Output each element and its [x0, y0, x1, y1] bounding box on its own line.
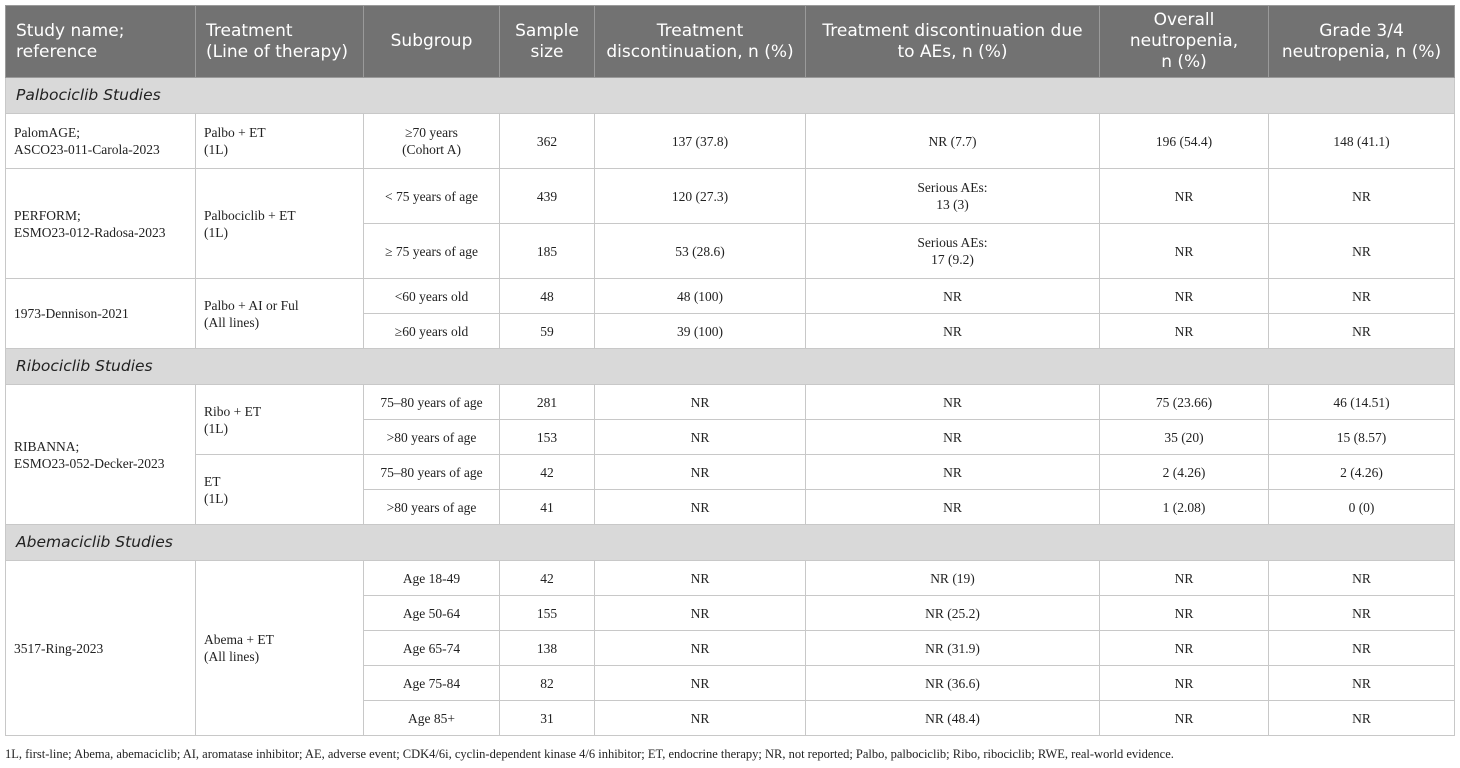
header-row	[6, 6, 1455, 78]
grade34-neutropenia-cell: 46 (14.51)	[1269, 385, 1455, 420]
neutropenia-cell: NR	[1100, 561, 1269, 596]
header-grade34-neutropenia: Grade 3/4 neutropenia, n (%)	[1269, 6, 1455, 78]
sample-size-cell: 138	[500, 631, 595, 666]
discontinuation-ae-cell: NR (25.2)	[806, 596, 1100, 631]
grade34-neutropenia-cell: NR	[1269, 314, 1455, 349]
subgroup-cell: Age 75-84	[364, 666, 500, 701]
grade34-neutropenia-cell: NR	[1269, 596, 1455, 631]
subgroup-cell: <60 years old	[364, 279, 500, 314]
grade34-neutropenia-cell: NR	[1269, 631, 1455, 666]
sample-size-cell: 41	[500, 490, 595, 525]
neutropenia-cell: NR	[1100, 596, 1269, 631]
sample-size-cell: 42	[500, 561, 595, 596]
discontinuation-ae-cell: NR (19)	[806, 561, 1100, 596]
sample-size-cell: 31	[500, 701, 595, 736]
discontinuation-cell: NR	[595, 596, 806, 631]
section-row	[6, 78, 1455, 114]
discontinuation-cell: NR	[595, 666, 806, 701]
discontinuation-cell: NR	[595, 631, 806, 666]
neutropenia-cell: NR	[1100, 666, 1269, 701]
treatment-cell: Palbo + ET (1L)	[196, 114, 364, 169]
sample-size-cell: 153	[500, 420, 595, 455]
sample-size-cell: 42	[500, 455, 595, 490]
section-row	[6, 349, 1455, 385]
table-container	[5, 5, 1454, 736]
discontinuation-ae-cell: NR (48.4)	[806, 701, 1100, 736]
sample-size-cell: 155	[500, 596, 595, 631]
header-sample-size: Sample size	[500, 6, 595, 78]
table-row	[6, 561, 1455, 596]
grade34-neutropenia-cell: 2 (4.26)	[1269, 455, 1455, 490]
treatment-cell: Ribo + ET (1L)	[196, 385, 364, 455]
header-subgroup: Subgroup	[364, 6, 500, 78]
sample-size-cell: 48	[500, 279, 595, 314]
section-row	[6, 525, 1455, 561]
treatment-cell: Abema + ET (All lines)	[196, 561, 364, 736]
discontinuation-ae-cell: NR (7.7)	[806, 114, 1100, 169]
discontinuation-ae-cell: Serious AEs: 13 (3)	[806, 169, 1100, 224]
header-discontinuation: Treatment discontinuation, n (%)	[595, 6, 806, 78]
subgroup-cell: >80 years of age	[364, 490, 500, 525]
study-name: PERFORM; ESMO23-012-Radosa-2023	[6, 169, 196, 279]
discontinuation-ae-cell: Serious AEs: 17 (9.2)	[806, 224, 1100, 279]
subgroup-cell: Age 85+	[364, 701, 500, 736]
subgroup-cell: >80 years of age	[364, 420, 500, 455]
subgroup-cell: Age 50-64	[364, 596, 500, 631]
discontinuation-cell: NR	[595, 420, 806, 455]
results-table	[5, 5, 1455, 736]
header-study: Study name; reference	[6, 6, 196, 78]
neutropenia-cell: 2 (4.26)	[1100, 455, 1269, 490]
discontinuation-ae-cell: NR (36.6)	[806, 666, 1100, 701]
discontinuation-cell: NR	[595, 561, 806, 596]
table-row	[6, 114, 1455, 169]
grade34-neutropenia-cell: 148 (41.1)	[1269, 114, 1455, 169]
neutropenia-cell: 35 (20)	[1100, 420, 1269, 455]
neutropenia-cell: NR	[1100, 279, 1269, 314]
table-row	[6, 169, 1455, 224]
discontinuation-cell: 137 (37.8)	[595, 114, 806, 169]
discontinuation-cell: NR	[595, 385, 806, 420]
treatment-cell: Palbociclib + ET (1L)	[196, 169, 364, 279]
subgroup-cell: ≥ 75 years of age	[364, 224, 500, 279]
study-name: 1973-Dennison-2021	[6, 279, 196, 349]
neutropenia-cell: 1 (2.08)	[1100, 490, 1269, 525]
discontinuation-ae-cell: NR	[806, 314, 1100, 349]
study-name: PalomAGE; ASCO23-011-Carola-2023	[6, 114, 196, 169]
neutropenia-cell: 75 (23.66)	[1100, 385, 1269, 420]
discontinuation-cell: 48 (100)	[595, 279, 806, 314]
table-row	[6, 455, 1455, 490]
section-title: Abemaciclib Studies	[6, 525, 1455, 561]
sample-size-cell: 362	[500, 114, 595, 169]
header-neutropenia: Overall neutropenia, n (%)	[1100, 6, 1269, 78]
neutropenia-cell: NR	[1100, 631, 1269, 666]
table-footnote: 1L, first-line; Abema, abemaciclib; AI, aromatase inhibitor; AE, adverse event; CDK4/6i, cyclin-dependent kinase 4/6 inhibitor; ET, endocrine therapy; NR, not reported; Palbo, palbociclib; Ribo, ribociclib; RWE, real-world evidence.	[5, 747, 1174, 761]
neutropenia-cell: NR	[1100, 701, 1269, 736]
section-title: Palbociclib Studies	[6, 78, 1455, 114]
subgroup-cell: Age 18-49	[364, 561, 500, 596]
grade34-neutropenia-cell: NR	[1269, 701, 1455, 736]
neutropenia-cell: NR	[1100, 314, 1269, 349]
grade34-neutropenia-cell: NR	[1269, 666, 1455, 701]
discontinuation-ae-cell: NR	[806, 490, 1100, 525]
header-treatment: Treatment (Line of therapy)	[196, 6, 364, 78]
discontinuation-ae-cell: NR	[806, 279, 1100, 314]
discontinuation-cell: NR	[595, 455, 806, 490]
neutropenia-cell: NR	[1100, 169, 1269, 224]
sample-size-cell: 439	[500, 169, 595, 224]
grade34-neutropenia-cell: 0 (0)	[1269, 490, 1455, 525]
subgroup-cell: 75–80 years of age	[364, 455, 500, 490]
discontinuation-cell: NR	[595, 701, 806, 736]
grade34-neutropenia-cell: NR	[1269, 224, 1455, 279]
subgroup-cell: Age 65-74	[364, 631, 500, 666]
table-row	[6, 279, 1455, 314]
subgroup-cell: < 75 years of age	[364, 169, 500, 224]
sample-size-cell: 185	[500, 224, 595, 279]
discontinuation-ae-cell: NR	[806, 420, 1100, 455]
table-row	[6, 385, 1455, 420]
discontinuation-ae-cell: NR	[806, 385, 1100, 420]
sample-size-cell: 59	[500, 314, 595, 349]
discontinuation-cell: 120 (27.3)	[595, 169, 806, 224]
neutropenia-cell: NR	[1100, 224, 1269, 279]
discontinuation-cell: NR	[595, 490, 806, 525]
study-name: RIBANNA; ESMO23-052-Decker-2023	[6, 385, 196, 525]
subgroup-cell: ≥60 years old	[364, 314, 500, 349]
discontinuation-cell: 53 (28.6)	[595, 224, 806, 279]
neutropenia-cell: 196 (54.4)	[1100, 114, 1269, 169]
header-discontinuation-ae: Treatment discontinuation due to AEs, n (%)	[806, 6, 1100, 78]
sample-size-cell: 281	[500, 385, 595, 420]
discontinuation-cell: 39 (100)	[595, 314, 806, 349]
discontinuation-ae-cell: NR (31.9)	[806, 631, 1100, 666]
treatment-cell: Palbo + AI or Ful (All lines)	[196, 279, 364, 349]
grade34-neutropenia-cell: NR	[1269, 561, 1455, 596]
grade34-neutropenia-cell: NR	[1269, 169, 1455, 224]
study-name: 3517-Ring-2023	[6, 561, 196, 736]
grade34-neutropenia-cell: 15 (8.57)	[1269, 420, 1455, 455]
discontinuation-ae-cell: NR	[806, 455, 1100, 490]
section-title: Ribociclib Studies	[6, 349, 1455, 385]
grade34-neutropenia-cell: NR	[1269, 279, 1455, 314]
subgroup-cell: ≥70 years (Cohort A)	[364, 114, 500, 169]
treatment-cell: ET (1L)	[196, 455, 364, 525]
sample-size-cell: 82	[500, 666, 595, 701]
subgroup-cell: 75–80 years of age	[364, 385, 500, 420]
